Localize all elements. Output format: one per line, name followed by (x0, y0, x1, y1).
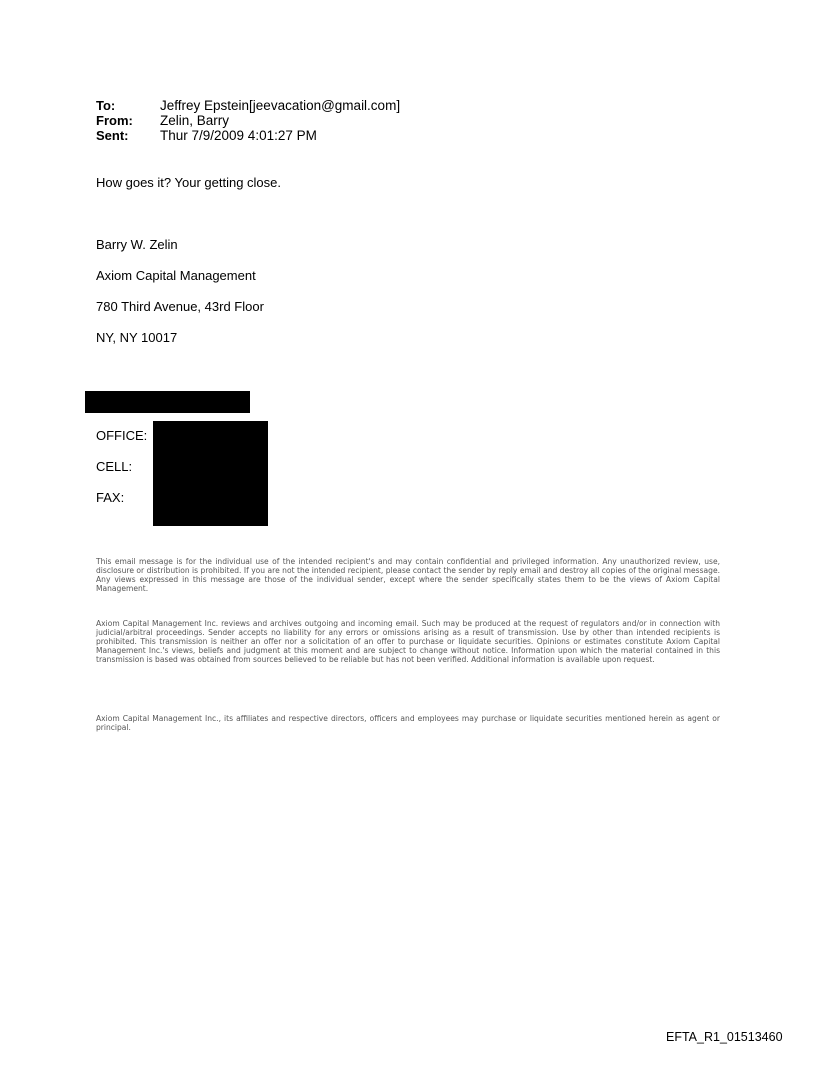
from-value: Zelin, Barry (160, 113, 230, 128)
cell-label: CELL: (96, 459, 133, 474)
message-body: How goes it? Your getting close. (96, 175, 282, 190)
sent-value: Thur 7/9/2009 4:01:27 PM (160, 128, 317, 143)
from-label: From: (96, 113, 133, 128)
redaction-box-phone-numbers (153, 421, 268, 526)
office-label: OFFICE: (96, 428, 148, 443)
document-id: EFTA_R1_01513460 (666, 1030, 783, 1044)
signature-company: Axiom Capital Management (96, 268, 256, 283)
signature-city: NY, NY 10017 (96, 330, 178, 345)
disclaimer-paragraph-1: This email message is for the individual use of the intended recipient's and may contain confidential and privileged information. Any unauthorized review, use, disclosure or distribution is prohibited. If you are not the intended recipient, please contact the sender by reply email and destroy all copies of the original message. Any views expressed in this message are those of the individual sender, except where the sender specifically states them to be the views of Axiom Capital Management. (96, 557, 720, 594)
fax-label: FAX: (96, 490, 125, 505)
signature-address: 780 Third Avenue, 43rd Floor (96, 299, 264, 314)
disclaimer-paragraph-2: Axiom Capital Management Inc. reviews and archives outgoing and incoming email. Such may be produced at the request of regulators and/or in connection with judicial/arbitral proceedings. Sender accepts no liability for any errors or omissions arising as a result of transmission. Use by other than intended recipients is prohibited. This transmission is neither an offer nor a solicitation of an offer to purchase or liquidate securities. Opinions or estimates constitute Axiom Capital Management Inc.'s views, beliefs and judgment at this moment and are subject to change without notice. Information upon which the material contained in this transmission is based was obtained from sources believed to be reliable but has not been verified. Additional information is available upon request. (96, 619, 720, 665)
to-label: To: (96, 98, 116, 113)
sent-label: Sent: (96, 128, 129, 143)
to-value: Jeffrey Epstein[jeevacation@gmail.com] (160, 98, 401, 113)
redaction-bar-title (85, 391, 250, 413)
signature-name: Barry W. Zelin (96, 237, 178, 252)
disclaimer-paragraph-3: Axiom Capital Management Inc., its affiliates and respective directors, officers and employees may purchase or liquidate securities mentioned herein as agent or principal. (96, 714, 720, 733)
